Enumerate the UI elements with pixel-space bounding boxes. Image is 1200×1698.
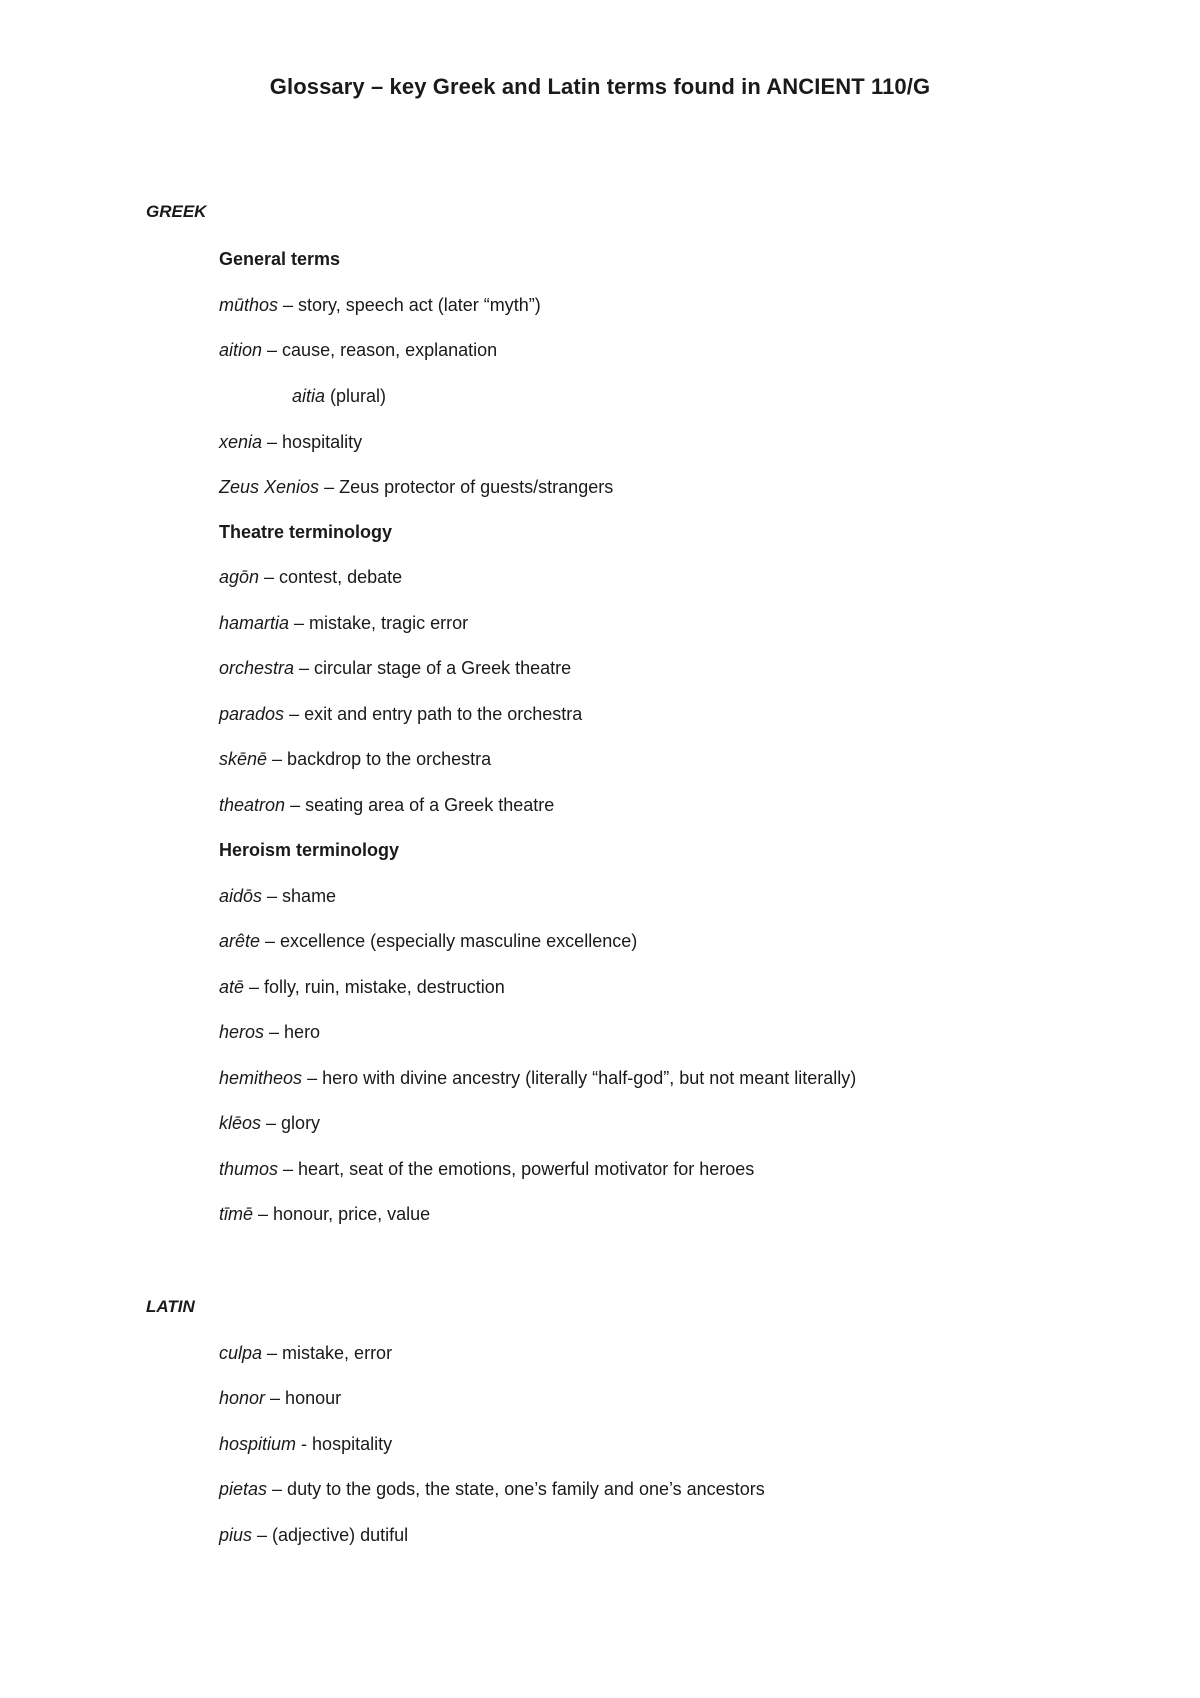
glossary-entry <box>219 475 613 499</box>
entry-term: mūthos <box>219 295 279 315</box>
entry-term: thumos <box>219 1159 279 1179</box>
entry-definition: - hospitality <box>296 1434 393 1454</box>
entry-definition: – (adjective) dutiful <box>252 1525 409 1545</box>
entry-term: parados <box>219 704 285 724</box>
entry-definition: – hospitality <box>262 432 363 452</box>
subheading-heroism-terminology: Heroism terminology <box>219 840 400 860</box>
glossary-entry <box>219 1523 408 1547</box>
entry-term: hamartia <box>219 613 290 633</box>
entry-term: atē <box>219 977 245 997</box>
entry-definition: – contest, debate <box>259 567 403 587</box>
entry-term: klēos <box>219 1113 262 1133</box>
section-heading-latin: LATIN <box>146 1297 195 1316</box>
entry-definition: – duty to the gods, the state, one’s family and one’s ancestors <box>267 1479 765 1499</box>
entry-definition: – heart, seat of the emotions, powerful motivator for heroes <box>278 1159 755 1179</box>
entry-term: xenia <box>219 432 263 452</box>
entry-term: Zeus Xenios <box>219 477 320 497</box>
entry-term: heros <box>219 1022 265 1042</box>
subheading-theatre-terminology: Theatre terminology <box>219 522 393 542</box>
entry-term: orchestra <box>219 658 295 678</box>
entry-definition: – folly, ruin, mistake, destruction <box>244 977 505 997</box>
glossary-entry <box>219 656 571 680</box>
glossary-entry <box>219 1066 856 1090</box>
entry-definition: – mistake, error <box>262 1343 393 1363</box>
glossary-entry <box>219 1386 341 1410</box>
entry-definition: (plural) <box>325 386 387 406</box>
entry-term: hemitheos <box>219 1068 303 1088</box>
entry-term: theatron <box>219 795 286 815</box>
entry-term: honor <box>219 1388 266 1408</box>
glossary-entry <box>219 1341 392 1365</box>
glossary-entry <box>219 338 497 362</box>
entry-definition: – exit and entry path to the orchestra <box>284 704 583 724</box>
glossary-sub-entry <box>292 384 386 408</box>
entry-term: hospitium <box>219 1434 297 1454</box>
entry-definition: – hero <box>264 1022 321 1042</box>
entry-definition: – hero with divine ancestry (literally “half-god”, but not meant literally) <box>302 1068 857 1088</box>
entry-definition: – honour <box>265 1388 342 1408</box>
section-heading-greek: GREEK <box>146 202 207 221</box>
glossary-entry <box>219 430 362 454</box>
glossary-entry <box>219 1020 320 1044</box>
glossary-entry <box>219 793 554 817</box>
entry-term: aidōs <box>219 886 263 906</box>
glossary-entry <box>219 702 582 726</box>
glossary-entry <box>219 611 468 635</box>
glossary-entry <box>219 1157 754 1181</box>
glossary-entry <box>219 565 402 589</box>
entry-term: skēnē <box>219 749 268 769</box>
entry-term: pius <box>219 1525 253 1545</box>
glossary-entry <box>219 929 637 953</box>
entry-term: aition <box>219 340 263 360</box>
entry-term: pietas <box>219 1479 268 1499</box>
entry-term: agōn <box>219 567 260 587</box>
entry-definition: – cause, reason, explanation <box>262 340 498 360</box>
entry-term: culpa <box>219 1343 263 1363</box>
entry-definition: – story, speech act (later “myth”) <box>278 295 541 315</box>
glossary-entry <box>219 747 491 771</box>
entry-definition: – seating area of a Greek theatre <box>285 795 555 815</box>
entry-definition: – honour, price, value <box>253 1204 431 1224</box>
glossary-entry <box>219 1477 765 1501</box>
entry-definition: – circular stage of a Greek theatre <box>294 658 572 678</box>
entry-definition: – mistake, tragic error <box>289 613 469 633</box>
glossary-entry <box>219 1432 392 1456</box>
glossary-entry <box>219 293 541 317</box>
entry-definition: – excellence (especially masculine excellence) <box>260 931 638 951</box>
entry-term: arête <box>219 931 261 951</box>
subheading-general-terms: General terms <box>219 249 341 269</box>
entry-term: aitia <box>292 386 326 406</box>
entry-term: tīmē <box>219 1204 254 1224</box>
glossary-entry <box>219 884 336 908</box>
entry-definition: – backdrop to the orchestra <box>267 749 492 769</box>
entry-definition: – glory <box>261 1113 321 1133</box>
page-title: Glossary – key Greek and Latin terms found in ANCIENT 110/G <box>269 74 931 99</box>
glossary-entry <box>219 1111 320 1135</box>
glossary-entry <box>219 975 505 999</box>
entry-definition: – shame <box>262 886 337 906</box>
entry-definition: – Zeus protector of guests/strangers <box>319 477 614 497</box>
glossary-entry <box>219 1202 430 1226</box>
